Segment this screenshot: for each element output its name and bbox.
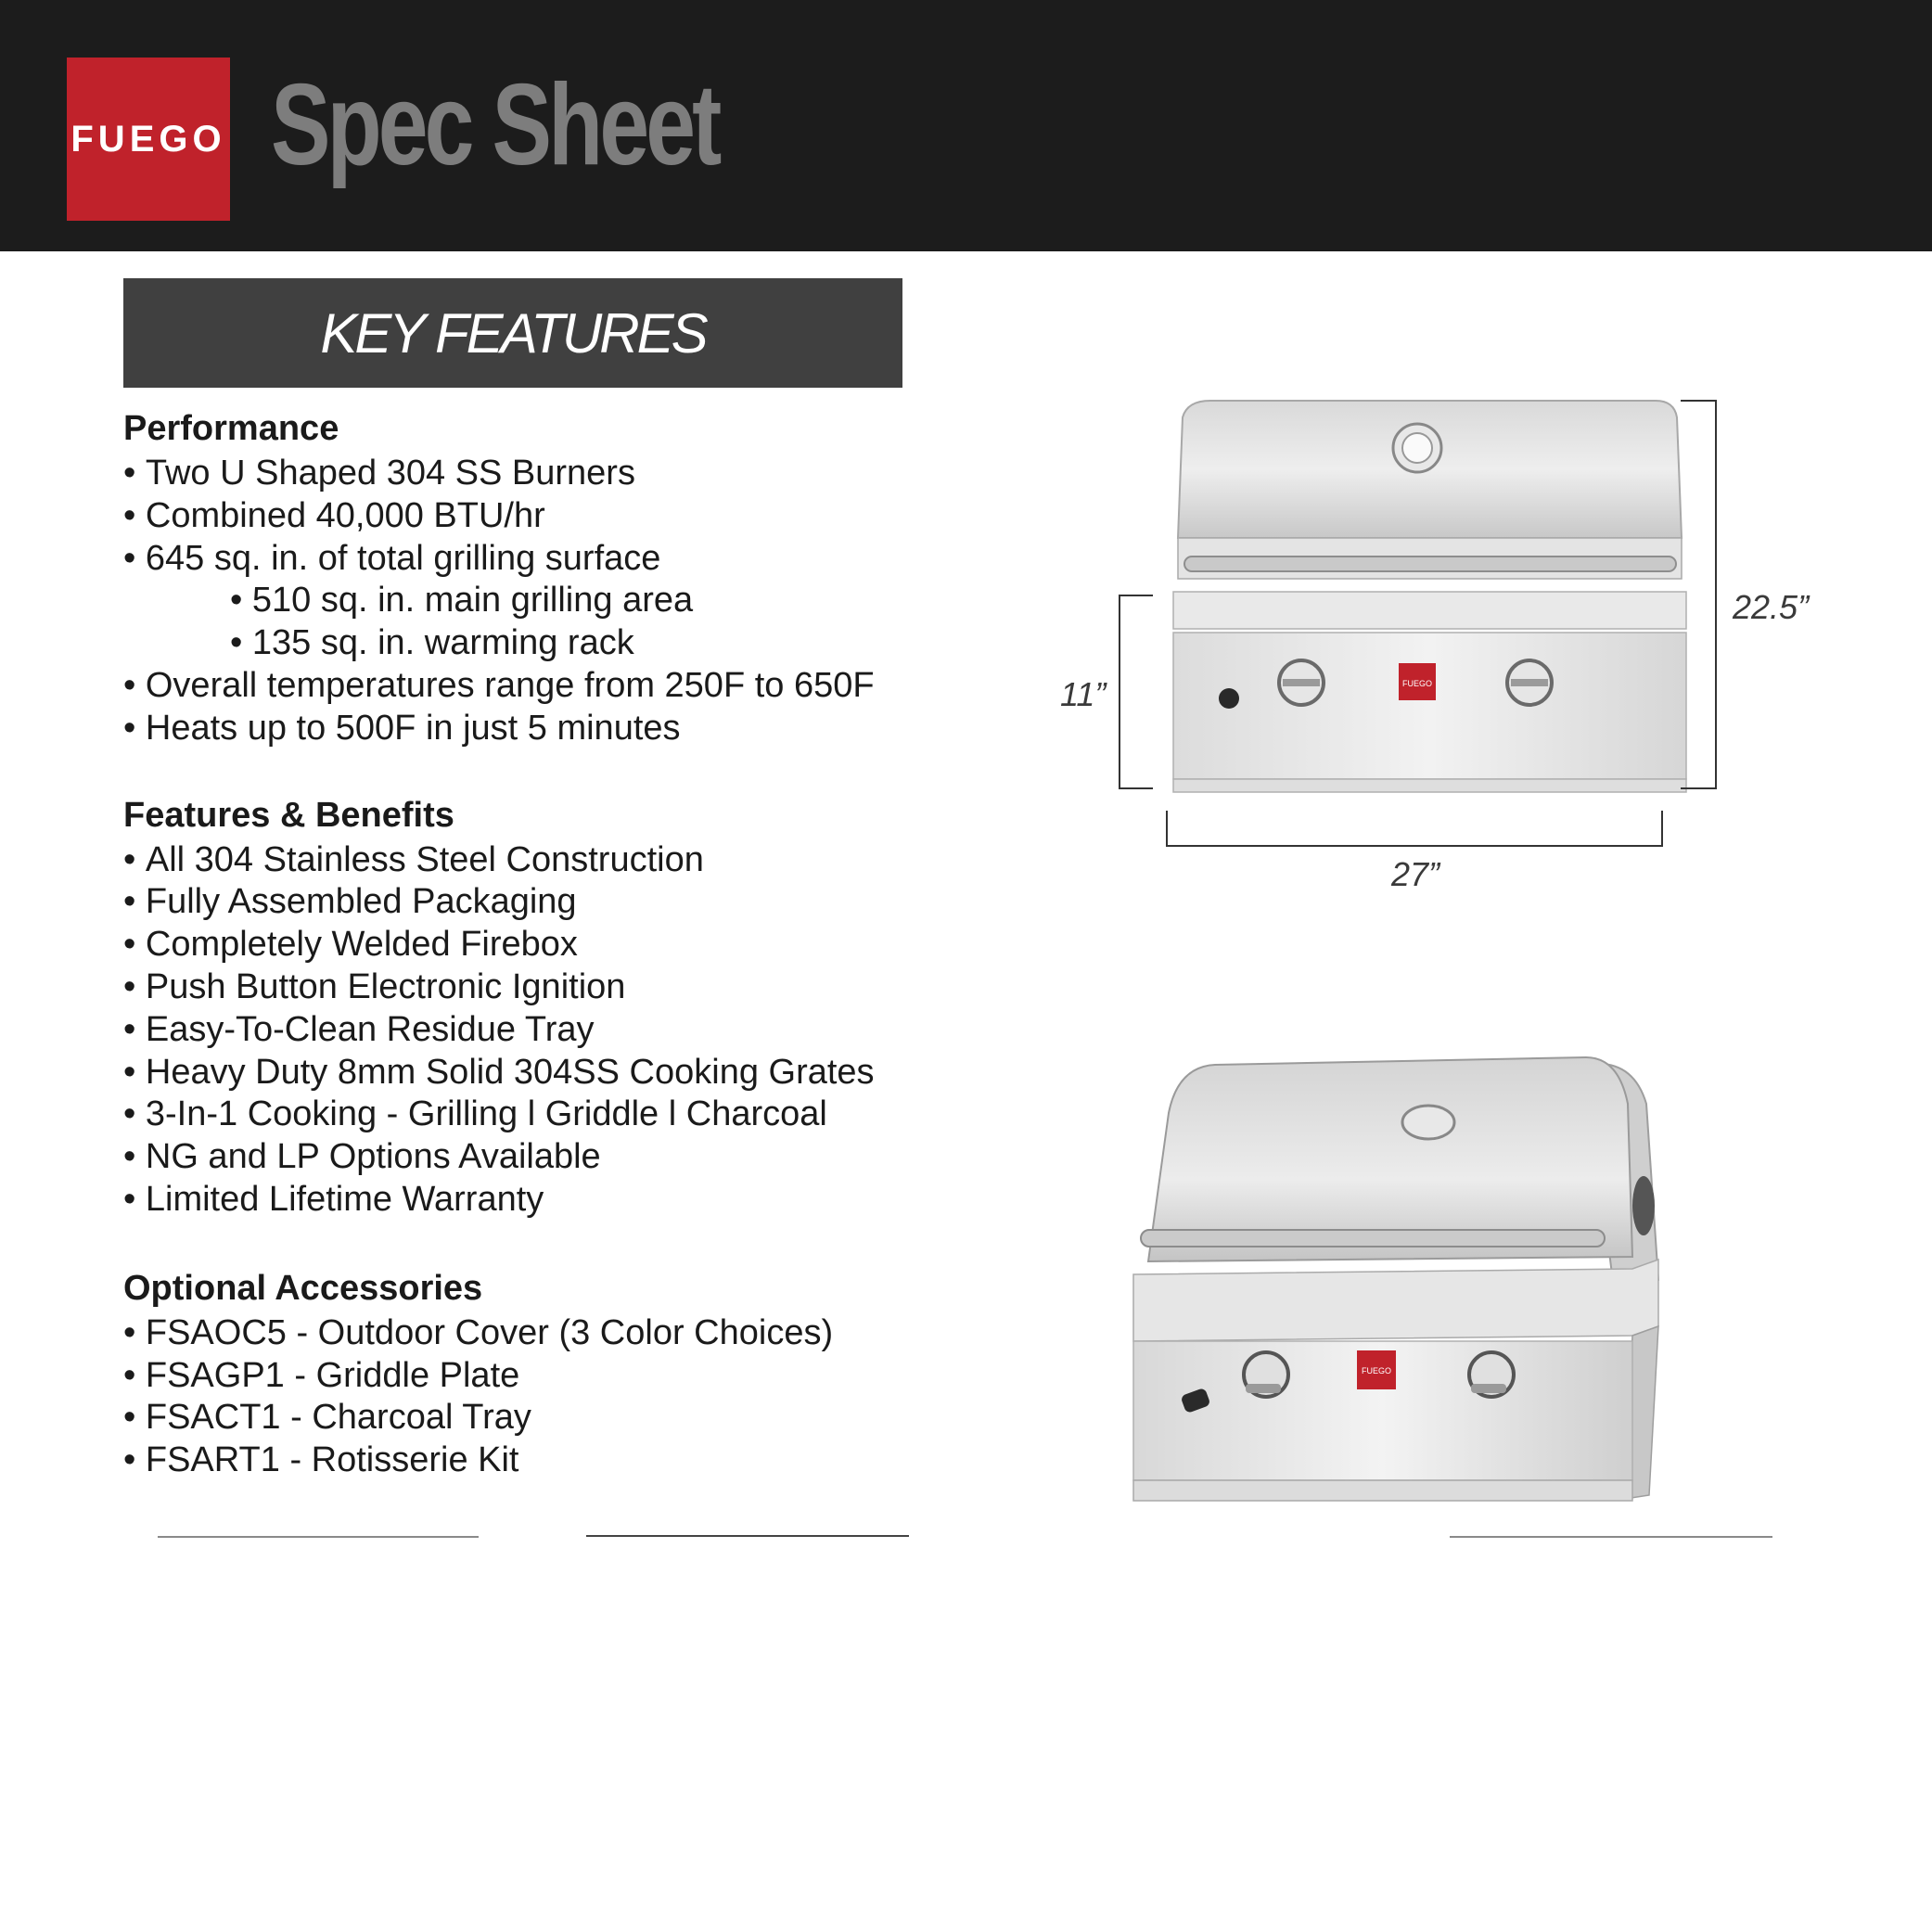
list-item: • Two U Shaped 304 SS Burners [123,453,958,495]
grill-badge-text: FUEGO [1401,679,1433,688]
list-item: • FSART1 - Rotisserie Kit [123,1439,958,1482]
list-item: • Fully Assembled Packaging [123,881,958,924]
optional-accessories-heading: Optional Accessories [123,1268,483,1308]
list-item: • Push Button Electronic Ignition [123,966,958,1009]
list-item: • Combined 40,000 BTU/hr [123,495,958,538]
features-benefits-section [123,791,958,1222]
dimension-base-height-label: 11” [1060,675,1107,713]
list-item: • 645 sq. in. of total grilling surface [123,538,958,581]
page-header [0,0,1932,251]
key-features-banner [123,278,902,388]
list-item: • FSAOC5 - Outdoor Cover (3 Color Choices) [123,1312,958,1355]
grill-front-view [1039,390,1874,909]
list-item: • FSAGP1 - Griddle Plate [123,1355,958,1398]
dimension-width-label: 27” [1391,855,1440,893]
list-item: • 3-In-1 Cooking - Grilling l Griddle l Charcoal [123,1094,958,1136]
optional-accessories-section [123,1264,958,1482]
list-item: • NG and LP Options Available [123,1136,958,1179]
grill-angled-view [1113,1048,1716,1512]
performance-section [123,404,958,750]
feature-list [123,404,958,1525]
list-item: • 510 sq. in. main grilling area [123,580,958,622]
logo-text: FUEGO [70,118,226,160]
key-features-heading: KEY FEATURES [320,301,706,365]
list-item: • 135 sq. in. warming rack [123,622,958,665]
divider [1450,1536,1772,1538]
performance-heading: Performance [123,409,339,448]
dimension-height-label: 22.5” [1733,588,1810,626]
list-item: • Overall temperatures range from 250F to 650F [123,665,958,708]
list-item: • FSACT1 - Charcoal Tray [123,1397,958,1439]
divider [586,1535,909,1537]
list-item: • Limited Lifetime Warranty [123,1179,958,1222]
grill-badge-text: FUEGO [1361,1366,1392,1375]
list-item: • Heavy Duty 8mm Solid 304SS Cooking Grates [123,1052,958,1094]
features-benefits-heading: Features & Benefits [123,795,454,835]
list-item: • Completely Welded Firebox [123,924,958,966]
list-item: • All 304 Stainless Steel Construction [123,839,958,882]
divider [158,1536,479,1538]
list-item: • Heats up to 500F in just 5 minutes [123,708,958,750]
page-title: Spec Sheet [271,61,719,189]
list-item: • Easy-To-Clean Residue Tray [123,1009,958,1052]
fuego-logo [67,58,230,221]
